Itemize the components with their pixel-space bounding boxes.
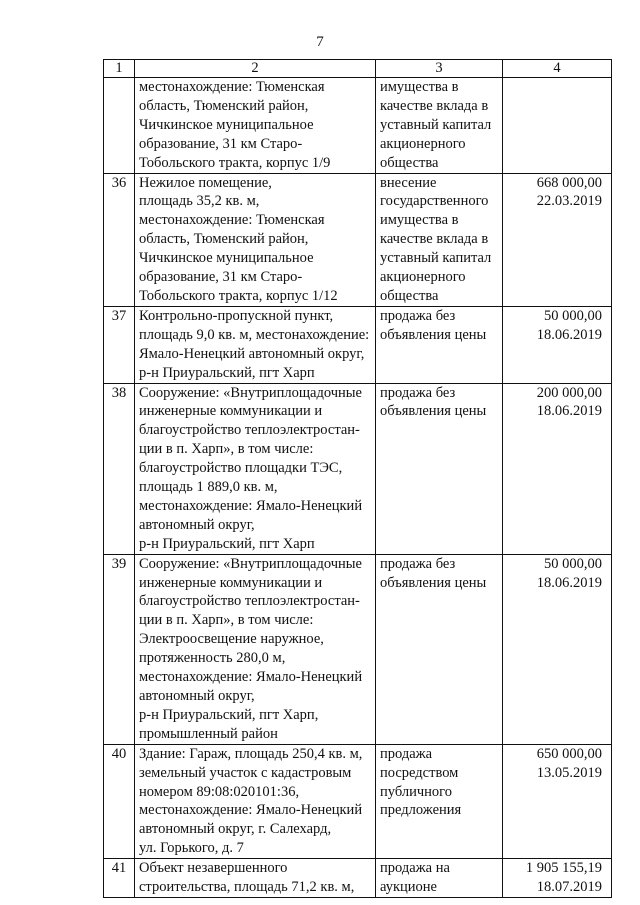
- object-description-line: площадь 1 889,0 кв. м,: [139, 479, 278, 496]
- page-number: 7: [316, 34, 324, 50]
- object-description-line: ул. Горького, д. 7: [139, 840, 244, 857]
- object-description-line: строительства, площадь 71,2 кв. м,: [139, 879, 355, 896]
- object-description-line: номером 89:08:020101:36,: [139, 783, 300, 800]
- row-number: 41: [104, 859, 135, 898]
- row-number: [104, 78, 135, 174]
- object-description-line: площадь 9,0 кв. м, местонахождение:: [139, 326, 370, 343]
- price-and-date: [503, 554, 612, 744]
- row-number: 36: [104, 173, 135, 306]
- object-description-line: промышленный район: [139, 725, 278, 742]
- row-number: 39: [104, 554, 135, 744]
- price-and-date-line: 18.06.2019: [536, 403, 602, 420]
- sale-method-line: объявления цены: [380, 574, 487, 591]
- table-row: [104, 306, 612, 383]
- object-description-line: Сооружение: «Внутриплощадочные: [139, 384, 362, 401]
- object-description-line: Тобольского тракта, корпус 1/12: [139, 287, 338, 304]
- object-description-line: область, Тюменский район,: [139, 97, 309, 114]
- price-and-date-line: 668 000,00: [536, 174, 602, 191]
- sale-method-line: предложения: [380, 802, 462, 819]
- column-header: 1: [104, 60, 135, 78]
- sale-method-line: качестве вклада в: [380, 231, 489, 248]
- price-and-date-line: 22.03.2019: [536, 193, 602, 210]
- sale-method-line: уставный капитал: [380, 250, 492, 267]
- object-description: [135, 859, 376, 898]
- sale-method-line: объявления цены: [380, 326, 487, 343]
- price-and-date-line: 50 000,00: [544, 555, 602, 572]
- sale-method: [376, 859, 503, 898]
- table-row: [104, 554, 612, 744]
- table-row: [104, 173, 612, 306]
- header-row: [104, 60, 612, 78]
- sale-method-line: объявления цены: [380, 403, 487, 420]
- object-description-line: ции в п. Харп», в том числе:: [139, 441, 314, 458]
- object-description-line: Нежилое помещение,: [139, 174, 272, 191]
- table-row: [104, 859, 612, 898]
- row-number: 37: [104, 306, 135, 383]
- object-description-line: Здание: Гараж, площадь 250,4 кв. м,: [139, 745, 363, 762]
- sale-method-line: продажа без: [380, 307, 456, 324]
- property-table: [103, 59, 612, 898]
- object-description-line: Ямало-Ненецкий автономный округ,: [139, 345, 365, 362]
- sale-method: [376, 306, 503, 383]
- object-description: [135, 383, 376, 554]
- price-and-date: [503, 383, 612, 554]
- object-description-line: инженерные коммуникации и: [139, 403, 323, 420]
- sale-method-line: продажа без: [380, 384, 456, 401]
- column-header: 3: [376, 60, 503, 78]
- price-and-date: [503, 859, 612, 898]
- sale-method-line: имущества в: [380, 212, 459, 229]
- sale-method-line: аукционе: [380, 879, 437, 896]
- object-description-line: местонахождение: Ямало-Ненецкий: [139, 497, 363, 514]
- price-and-date: [503, 306, 612, 383]
- column-header: 4: [503, 60, 612, 78]
- sale-method-line: внесение: [380, 174, 437, 191]
- object-description-line: местонахождение: Ямало-Ненецкий: [139, 669, 363, 686]
- price-and-date-line: 18.06.2019: [536, 326, 602, 343]
- sale-method-line: публичного: [380, 783, 452, 800]
- sale-method-line: общества: [380, 154, 439, 171]
- object-description-line: благоустройство площадки ТЭС,: [139, 460, 343, 477]
- object-description-line: Чичкинское муниципальное: [139, 250, 314, 267]
- object-description-line: благоустройство теплоэлектростан-: [139, 593, 360, 610]
- sale-method-line: общества: [380, 287, 439, 304]
- table-body: [104, 78, 612, 898]
- sale-method-line: качестве вклада в: [380, 97, 489, 114]
- object-description-line: Тобольского тракта, корпус 1/9: [139, 154, 331, 171]
- price-and-date-line: 200 000,00: [536, 384, 602, 401]
- object-description-line: земельный участок с кадастровым: [139, 764, 352, 781]
- sale-method-line: продажа: [380, 745, 433, 762]
- column-header: 2: [135, 60, 376, 78]
- price-and-date-line: 18.06.2019: [536, 574, 602, 591]
- object-description-line: образование, 31 км Старо-: [139, 135, 303, 152]
- table-row: [104, 383, 612, 554]
- object-description-line: Контрольно-пропускной пункт,: [139, 307, 334, 324]
- object-description-line: ции в п. Харп», в том числе:: [139, 612, 314, 629]
- object-description: [135, 554, 376, 744]
- object-description-line: Сооружение: «Внутриплощадочные: [139, 555, 362, 572]
- price-and-date-line: 18.07.2019: [536, 879, 602, 896]
- object-description-line: местонахождение: Тюменская: [139, 212, 325, 229]
- object-description-line: область, Тюменский район,: [139, 231, 309, 248]
- price-and-date: [503, 78, 612, 174]
- sale-method-line: уставный капитал: [380, 116, 492, 133]
- sale-method-line: акционерного: [380, 269, 466, 286]
- sale-method-line: акционерного: [380, 135, 466, 152]
- row-number: 38: [104, 383, 135, 554]
- object-description-line: р-н Приуральский, пгт Харп: [139, 364, 315, 381]
- object-description-line: автономный округ,: [139, 688, 255, 704]
- object-description: [135, 78, 376, 174]
- sale-method: [376, 173, 503, 306]
- price-and-date-line: 50 000,00: [544, 307, 602, 324]
- price-and-date-line: 13.05.2019: [536, 764, 602, 781]
- object-description-line: Электроосвещение наружное,: [139, 631, 324, 648]
- object-description-line: образование, 31 км Старо-: [139, 269, 303, 286]
- sale-method: [376, 554, 503, 744]
- object-description-line: местонахождение: Ямало-Ненецкий: [139, 802, 363, 819]
- object-description-line: протяженность 280,0 м,: [139, 650, 286, 667]
- object-description-line: благоустройство теплоэлектростан-: [139, 422, 360, 439]
- object-description-line: автономный округ, г. Салехард,: [139, 821, 332, 838]
- object-description-line: р-н Приуральский, пгт Харп,: [139, 706, 319, 723]
- object-description: [135, 744, 376, 858]
- price-and-date-line: 650 000,00: [536, 745, 602, 762]
- object-description-line: инженерные коммуникации и: [139, 574, 323, 591]
- object-description-line: Объект незавершенного: [139, 860, 288, 877]
- sale-method: [376, 383, 503, 554]
- sale-method: [376, 78, 503, 174]
- sale-method-line: имущества в: [380, 79, 459, 95]
- object-description-line: автономный округ,: [139, 516, 255, 533]
- sale-method-line: продажа без: [380, 555, 456, 572]
- sale-method-line: продажа на: [380, 860, 450, 877]
- price-and-date: [503, 173, 612, 306]
- object-description-line: р-н Приуральский, пгт Харп: [139, 535, 315, 552]
- sale-method-line: посредством: [380, 764, 459, 781]
- object-description: [135, 173, 376, 306]
- row-number: 40: [104, 744, 135, 858]
- table-row: [104, 78, 612, 174]
- price-and-date: [503, 744, 612, 858]
- table-row: [104, 744, 612, 858]
- object-description-line: площадь 35,2 кв. м,: [139, 193, 260, 210]
- object-description-line: местонахождение: Тюменская: [139, 79, 325, 95]
- object-description-line: Чичкинское муниципальное: [139, 116, 314, 133]
- sale-method: [376, 744, 503, 858]
- object-description: [135, 306, 376, 383]
- sale-method-line: государственного: [380, 193, 489, 210]
- price-and-date-line: 1 905 155,19: [525, 860, 602, 877]
